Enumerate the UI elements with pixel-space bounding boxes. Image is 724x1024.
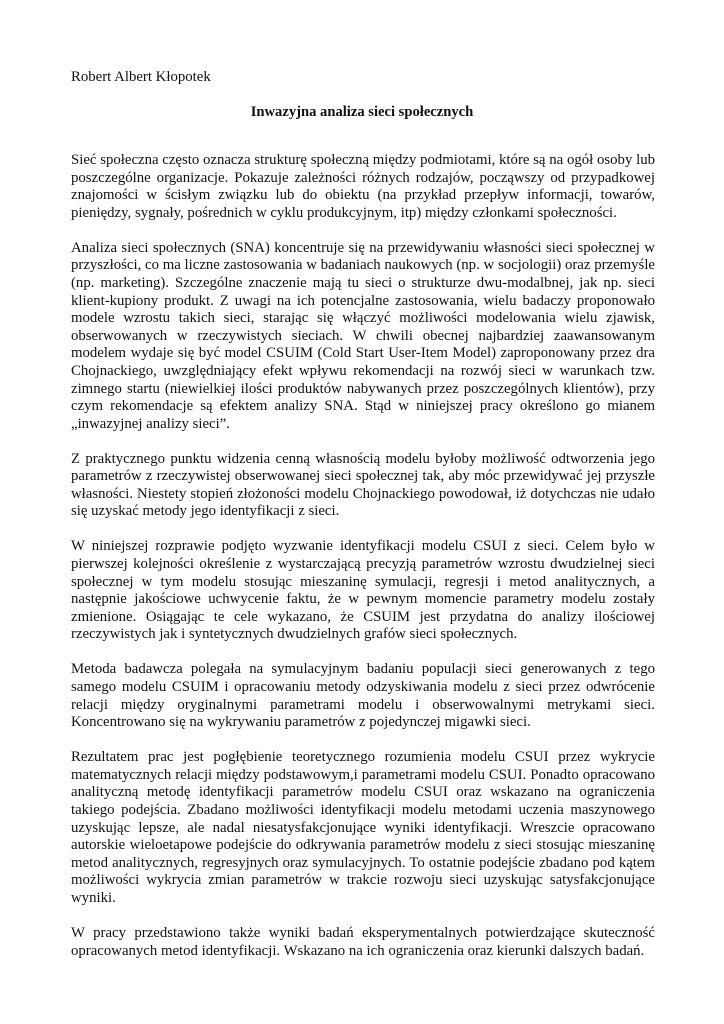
- paragraph-parameter-recovery-motivation: Z praktycznego punktu widzenia cenną własnością modelu byłoby możliwość odtworzenia jego parametrów z rzeczywistej obserwowanej sieci społecznej tak, aby móc przewidywać jej przyszłe własności. Niestety stopień złożoności modelu Chojnackiego powodował, iż dotychczas nie udało się uzyskać metody jego identyfikacji z sieci.: [71, 450, 655, 520]
- paragraph-experimental-conclusions: W pracy przedstawiono także wyniki badań eksperymentalnych potwierdzające skuteczność opracowanych metod identyfikacji. Wskazano na ich ograniczenia oraz kierunki dalszych badań.: [71, 924, 655, 959]
- paragraph-research-goals: W niniejszej rozprawie podjęto wyzwanie identyfikacji modelu CSUI z sieci. Celem było w pierwszej kolejności określenie z wystarczającą precyzją parametrów wzrostu dwudzielnej sieci społecznej w tym modelu stosując mieszaninę symulacji, regresji i metod analitycznych, a następnie jakościowe uchwycenie faktu, że w pewnym momencie parametry modelu zostały zmienione. Osiągając te cele wykazano, że CSUIM jest przydatna do analizy ilościowej rzeczywistych jak i syntetycznych dwudzielnych grafów sieci społecznych.: [71, 538, 655, 643]
- document-title: Inwazyjna analiza sieci społecznych: [250, 104, 474, 120]
- paragraph-social-network-definition: Sieć społeczna często oznacza strukturę społeczną między podmiotami, które są na ogół osoby lub poszczególne organizacje. Pokazuje zależności różnych rodzajów, począwszy od przypadkowej znajomości w ścisłym związku lub do obiektu (na przykład przepływ informacji, towarów, pieniędzy, sygnały, pośrednich w cyklu produkcyjnym, itp) między członkami społeczności.: [71, 152, 655, 221]
- paragraph-research-method: Metoda badawcza polegała na symulacyjnym badaniu populacji sieci generowanych z tego samego modelu CSUIM i opracowaniu metody odzyskiwania modelu z sieci przez odwrócenie relacji między oryginalnymi parametrami modelu i obserwowalnymi metrykami sieci. Koncentrowano się na wykrywaniu parametrów z pojedynczej migawki sieci.: [71, 661, 655, 731]
- paragraph-sna-and-csuim: Analiza sieci społecznych (SNA) koncentruje się na przewidywaniu własności sieci społecznej w przyszłości, co ma liczne zastosowania w badaniach naukowych (np. w socjologii) oraz przemyśle (np. marketing). Szczególne znaczenie mają tu sieci o strukturze dwu-modalbnej, jak np. sieci klient-kupiony produkt. Z uwagi na ich potencjalne zastosowania, wielu badaczy proponowało modele wzrostu takich sieci, starając się włączyć możliwości modelowania wielu zjawisk, obserwowanych w rzeczywistych sieciach. W chwili obecnej najbardziej zaawansowanym modelem wydaje się być model CSUIM (Cold Start User-Item Model) zaproponowany przez dra Chojnackiego, uwzględniający efekt wpływu rekomendacji na rozwój sieci w warunkach tzw. zimnego startu (niewielkiej ilości produktów nabywanych przez poszczególnych klientów), przy czym rekomendacje są efektem analizy SNA. Stąd w niniejszej pracy określono go mianem „inwazyjnej analizy sieci”.: [71, 239, 655, 432]
- paragraph-results: Rezultatem prac jest pogłębienie teoretycznego rozumienia modelu CSUI przez wykrycie matematycznych relacji między podstawowym,i parametrami modelu CSUI. Ponadto opracowano analityczną metodę identyfikacji parametrów modelu CSUI oraz wskazano na ograniczenia takiego podejścia. Zbadano możliwości identyfikacji modelu metodami uczenia maszynowego uzyskując lepsze, ale nadal niesatysfakcjonujące wyniki identyfikacji. Wreszcie opracowano autorskie wieloetapowe podejście do odkrywania parametrów modelu z sieci stosując mieszaninę metod analitycznych, regresyjnych oraz symulacyjnych. To ostatnie podejście zbadano pod kątem możliwości wykrycia zmian parametrów w trakcie rozwoju sieci uzyskując satysfakcjonujące wyniki.: [71, 749, 655, 906]
- document-body: [71, 152, 655, 977]
- author-name: Robert Albert Kłopotek: [71, 69, 211, 85]
